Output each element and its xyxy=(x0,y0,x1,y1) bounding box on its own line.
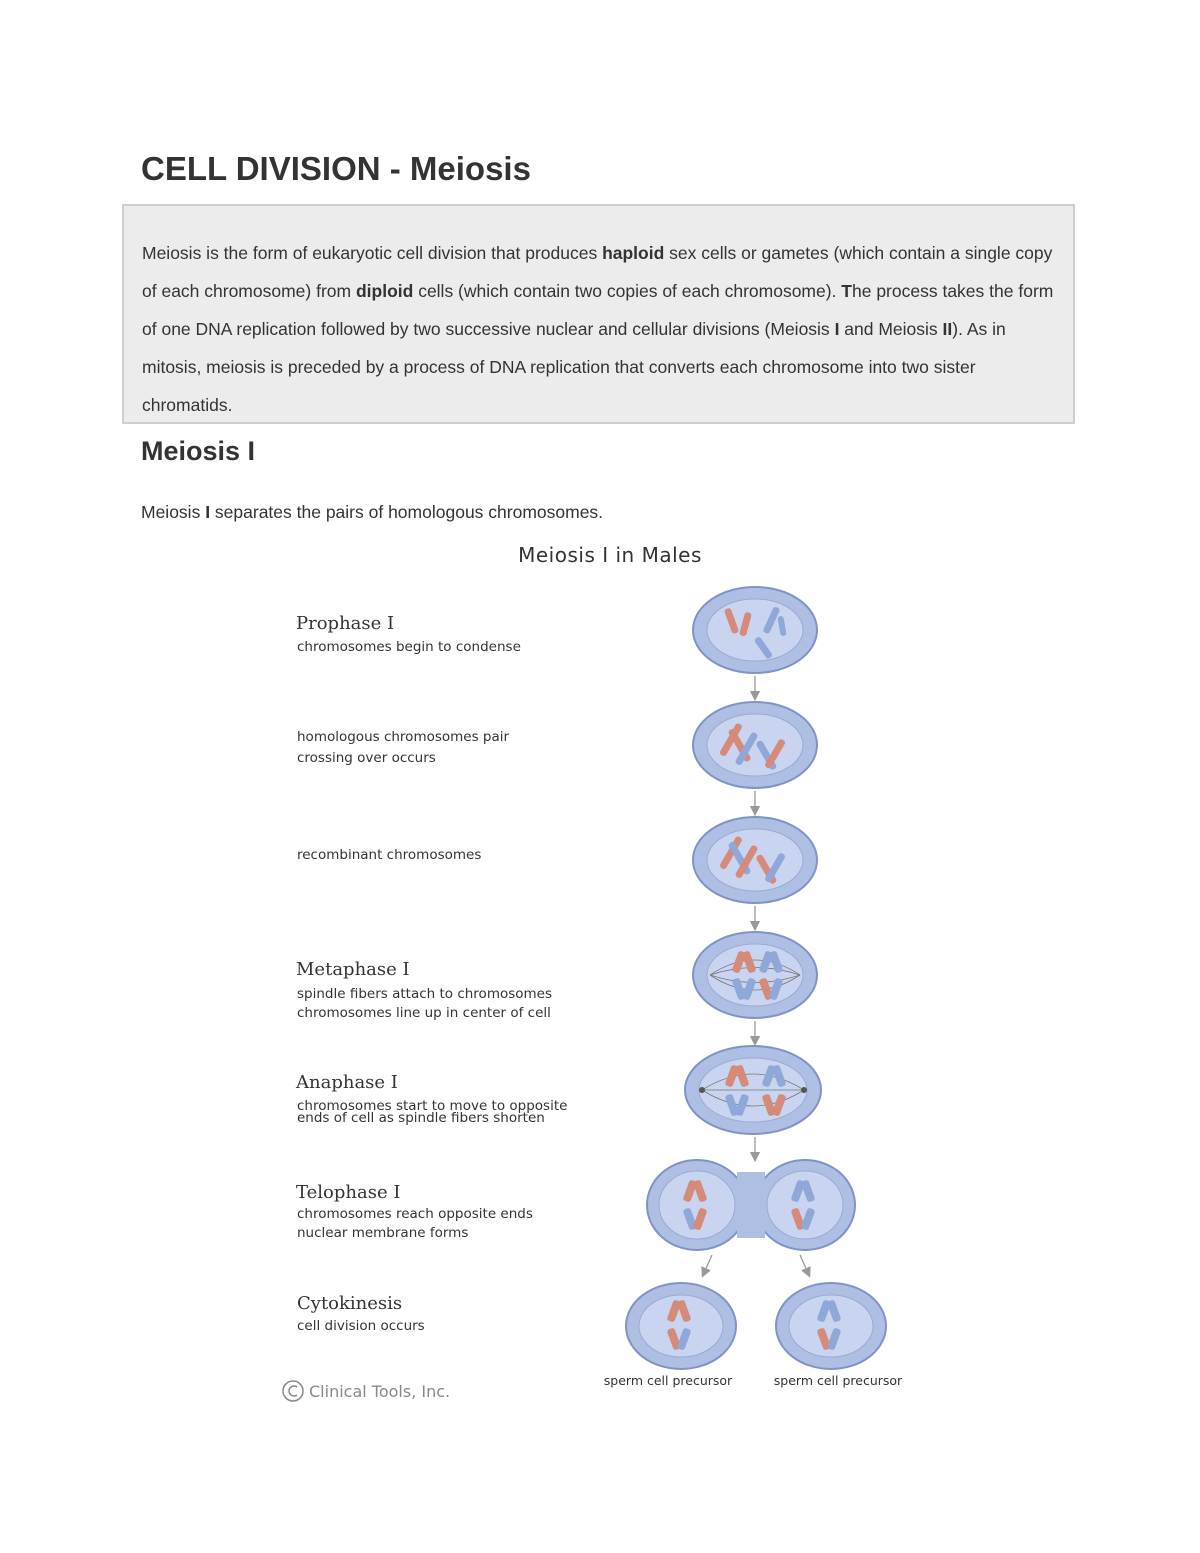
cell-telophase-1 xyxy=(647,1160,855,1250)
cell-cytokinesis-left xyxy=(626,1283,736,1369)
stage-0-desc-0: chromosomes begin to condense xyxy=(297,639,521,655)
stage-3-desc-0: spindle fibers attach to chromosomes xyxy=(297,986,553,1002)
page-title: CELL DIVISION - Meiosis xyxy=(141,150,531,187)
copyright-text: Clinical Tools, Inc. xyxy=(309,1382,451,1401)
stage-3-desc-1: chromosomes line up in center of cell xyxy=(297,1005,551,1021)
cell-cytokinesis-right xyxy=(776,1283,886,1369)
section-heading: Meiosis I xyxy=(141,436,256,466)
cell-recombinant xyxy=(693,817,817,903)
stage-2-desc-0: recombinant chromosomes xyxy=(297,847,482,863)
result-label-right: sperm cell precursor xyxy=(773,1373,903,1388)
cell-prophase-1 xyxy=(693,587,817,673)
cell-anaphase-1 xyxy=(685,1046,821,1134)
stage-5-name: Telophase I xyxy=(296,1182,401,1203)
diagram-title: Meiosis I in Males xyxy=(518,543,702,567)
stage-3-name: Metaphase I xyxy=(296,959,410,980)
result-label-left: sperm cell precursor xyxy=(603,1373,733,1388)
stage-4-desc-1: ends of cell as spindle fibers shorten xyxy=(297,1110,545,1126)
stage-1-desc-1: crossing over occurs xyxy=(297,750,436,766)
stage-0-name: Prophase I xyxy=(296,613,395,634)
cell-metaphase-1 xyxy=(693,932,817,1018)
section-text: Meiosis I separates the pairs of homologous chromosomes. xyxy=(141,502,604,522)
copyright-icon xyxy=(283,1381,303,1401)
cell-homologous-pairing xyxy=(693,702,817,788)
stage-5-desc-0: chromosomes reach opposite ends xyxy=(297,1206,533,1222)
stage-6-name: Cytokinesis xyxy=(297,1293,403,1314)
stage-4-desc-0: chromosomes start to move to opposite xyxy=(297,1098,568,1114)
stage-4-name: Anaphase I xyxy=(296,1072,398,1093)
stage-6-desc-0: cell division occurs xyxy=(297,1318,425,1334)
stage-5-desc-1: nuclear membrane forms xyxy=(297,1225,469,1241)
stage-1-desc-0: homologous chromosomes pair xyxy=(297,729,510,745)
intro-paragraph: Meiosis is the form of eukaryotic cell division that produces haploid sex cells or gametes (which contain a single copy of each chromosome) from diploid cells (which contain two copies of each chromosome). The process takes the form of one DNA replication followed by two successive nuclear and cellular divisions (Meiosis I and Meiosis II). As in mitosis, meiosis is preceded by a process of DNA replication that converts each chromosome into two sister chromatids. xyxy=(142,243,1054,415)
